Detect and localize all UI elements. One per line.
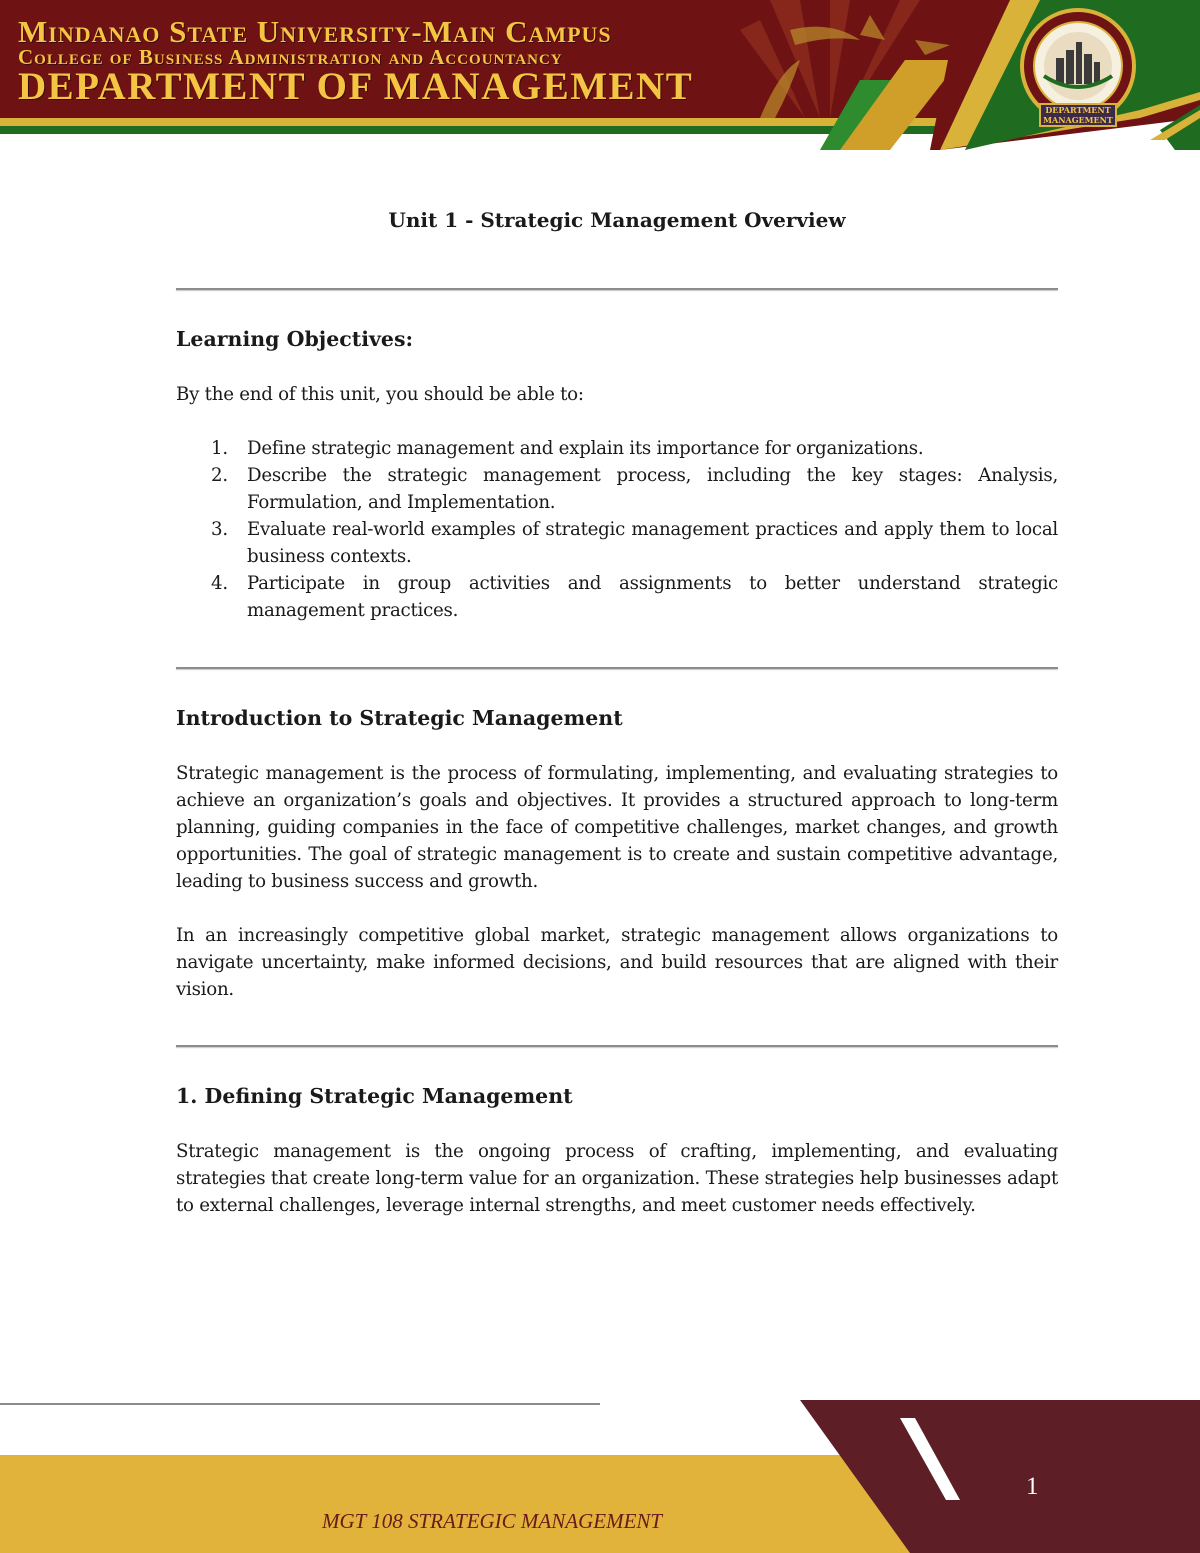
page-header — [0, 0, 1200, 150]
objective-number: 3. — [211, 519, 228, 540]
document-body — [176, 200, 1058, 1219]
page-number: 1 — [1026, 1473, 1039, 1500]
objective-item — [211, 570, 1058, 624]
section-1-heading: 1. Defining Strategic Management — [176, 1084, 573, 1108]
page-footer — [0, 1380, 1200, 1553]
introduction-heading: Introduction to Strategic Management — [176, 706, 623, 730]
department-name: DEPARTMENT OF MANAGEMENT — [18, 65, 694, 108]
objective-text: Define strategic management and explain its importance for organizations. — [247, 438, 924, 459]
introduction-paragraph-1: Strategic management is the process of formulating, implementing, and evaluating strategies to achieve an organization’s goals and objectives. It provides a structured approach to long-term planning, guiding companies in the face of competitive challenges, market changes, and growth opportunities. The goal of strategic management is to create and sustain competitive advantage, leading to business success and growth. — [176, 763, 1058, 892]
unit-title: Unit 1 - Strategic Management Overview — [388, 208, 846, 232]
objective-item — [211, 516, 1058, 570]
objective-text: Evaluate real-world examples of strategic management practices and apply them to local business contexts. — [247, 519, 1058, 567]
objective-number: 4. — [211, 573, 228, 594]
objective-number: 2. — [211, 465, 228, 486]
learning-objectives-heading: Learning Objectives: — [176, 327, 414, 351]
seal-line-1: DEPARTMENT — [1045, 105, 1111, 115]
objectives-intro: By the end of this unit, you should be able to: — [176, 384, 584, 405]
objective-text: Describe the strategic management process, including the key stages: Analysis, Formulation, and Implementation. — [247, 465, 1058, 513]
objective-text: Participate in group activities and assignments to better understand strategic management practices. — [247, 573, 1058, 621]
objective-item — [211, 435, 1058, 462]
seal-line-2: MANAGEMENT — [1043, 115, 1113, 125]
course-title: MGT 108 STRATEGIC MANAGEMENT — [322, 1509, 663, 1533]
department-seal-icon — [1014, 6, 1142, 134]
introduction-paragraph-2: In an increasingly competitive global market, strategic management allows organizations to navigate uncertainty, make informed decisions, and build resources that are aligned with their vision. — [176, 925, 1058, 1000]
objective-item — [211, 462, 1058, 516]
college-name: College of Business Administration and Accountancy — [18, 45, 563, 69]
section-1-paragraph: Strategic management is the ongoing process of crafting, implementing, and evaluating strategies that create long-term value for an organization. These strategies help businesses adapt to external challenges, leverage internal strengths, and meet customer needs effectively. — [176, 1141, 1058, 1216]
university-name: Mindanao State University-Main Campus — [18, 14, 612, 49]
objectives-list — [176, 435, 1058, 624]
objective-number: 1. — [211, 438, 228, 459]
